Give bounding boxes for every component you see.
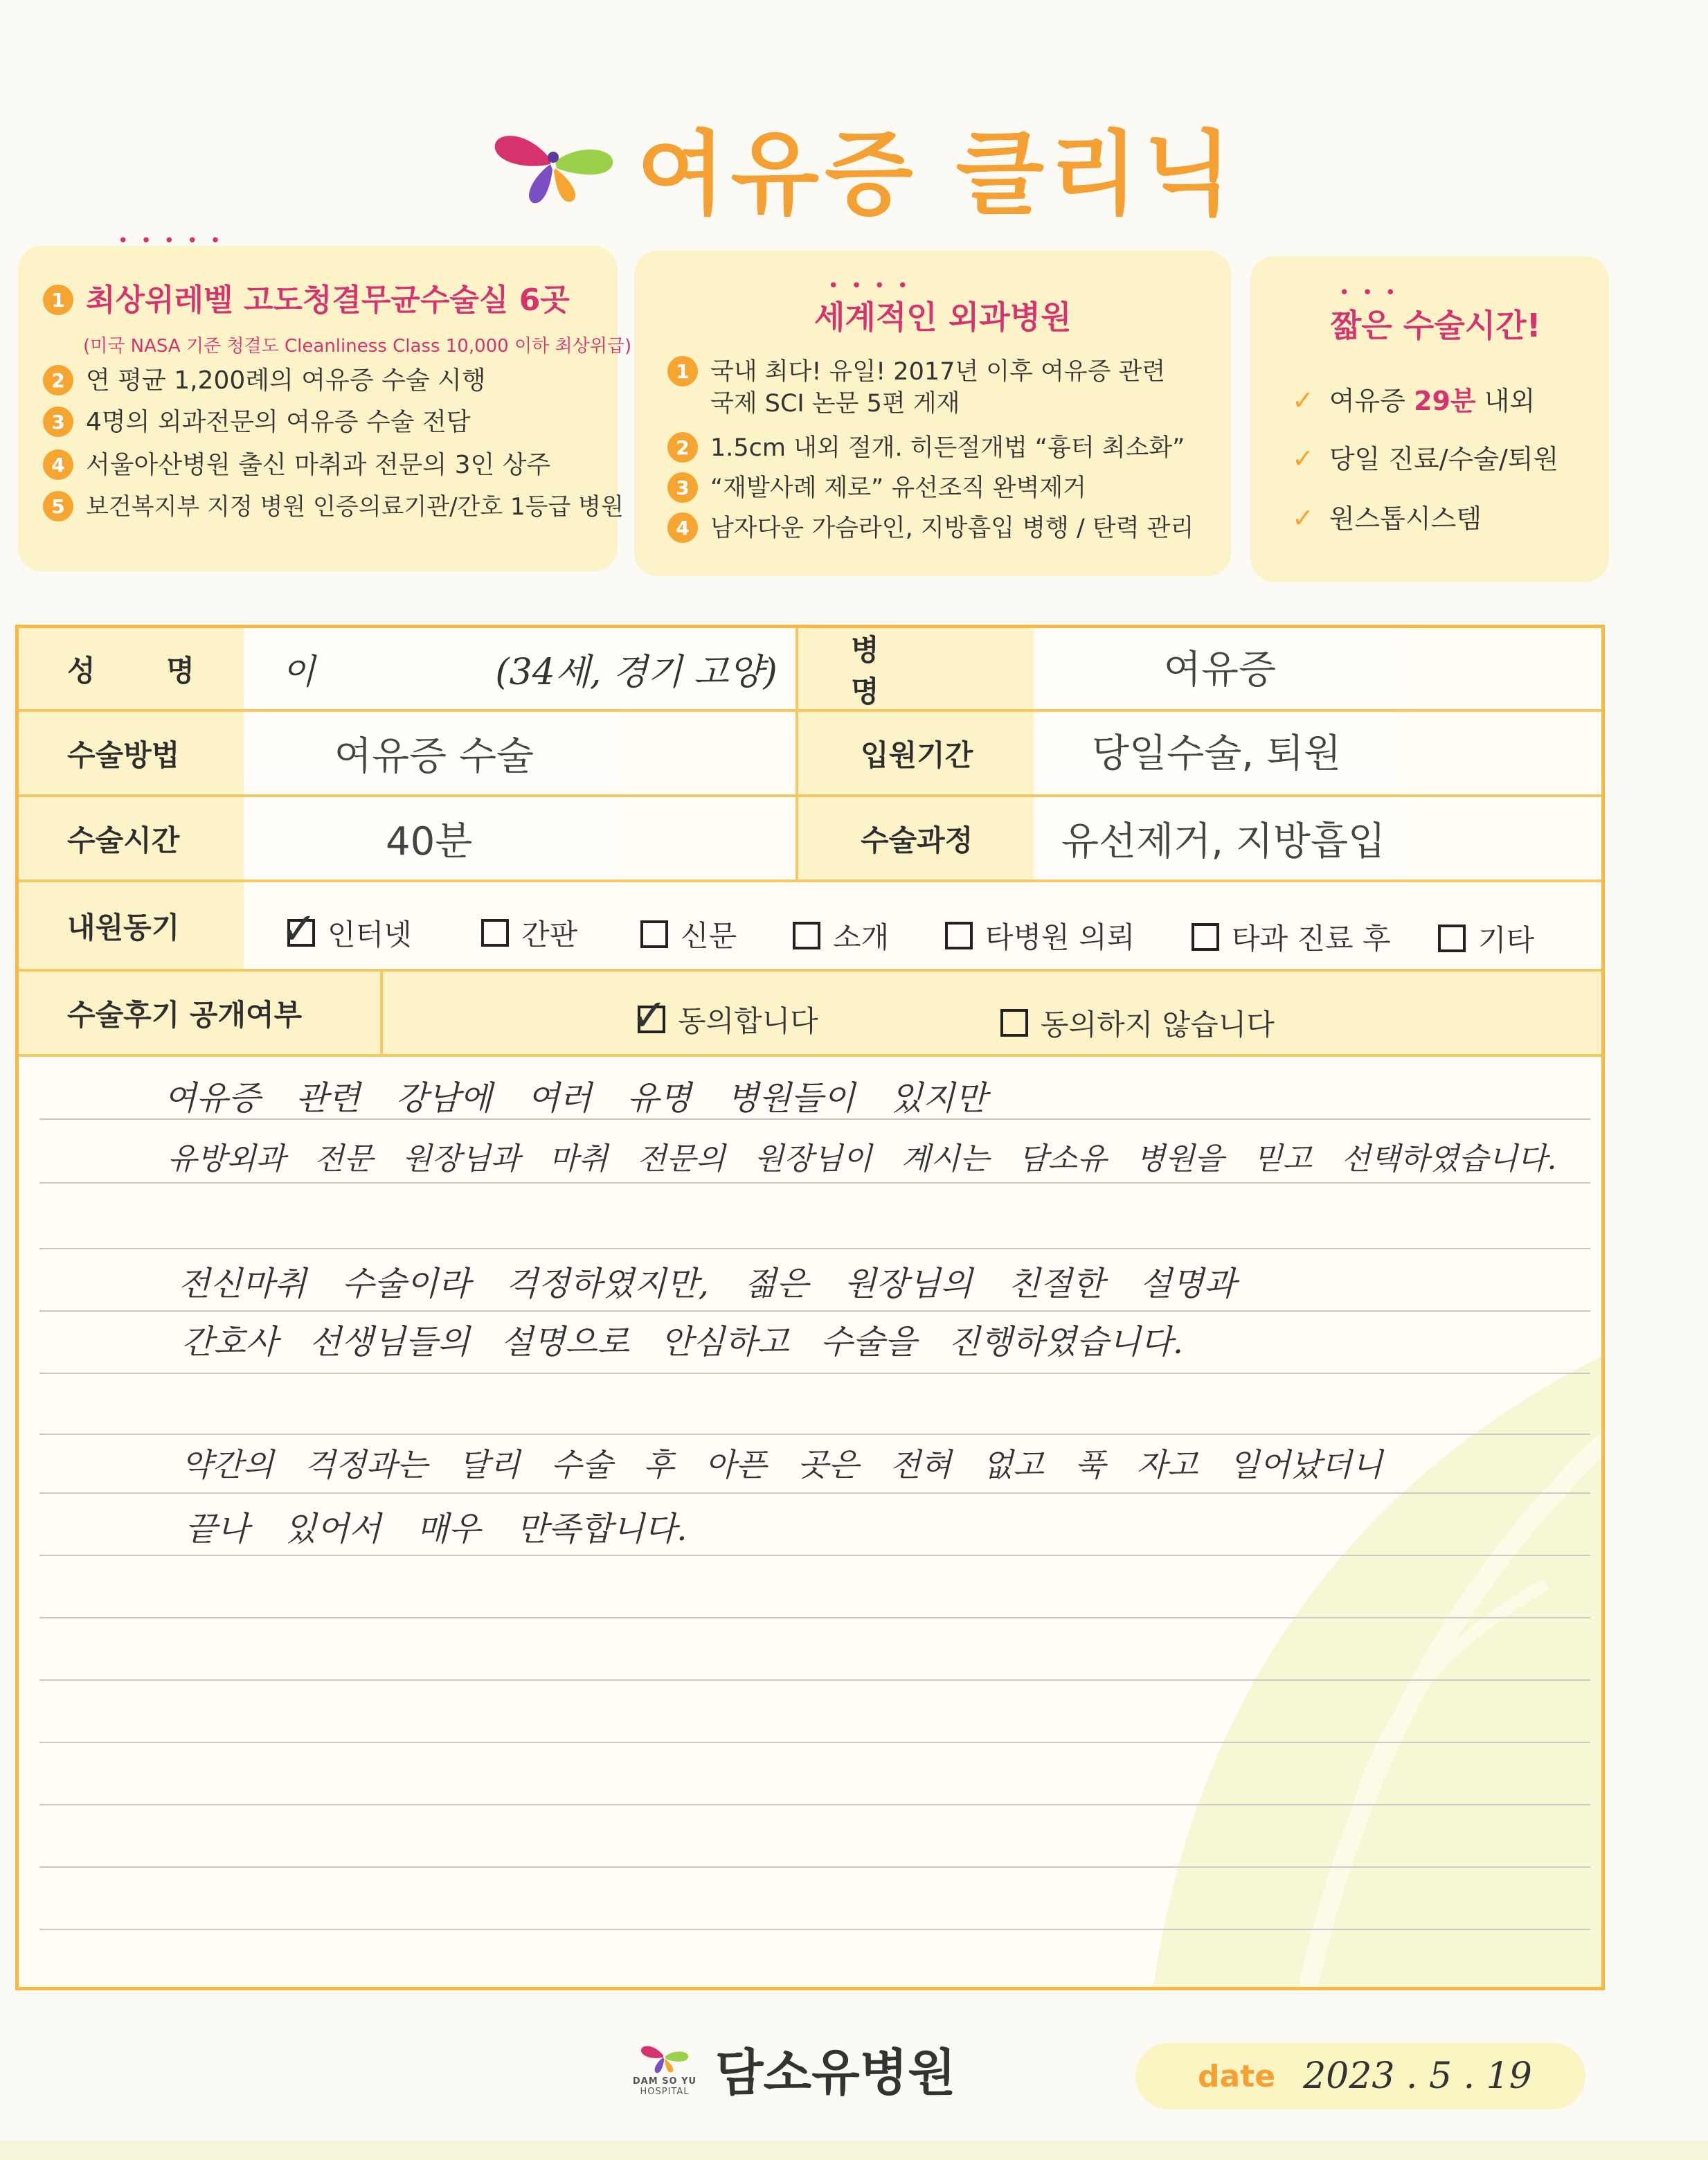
review-form — [15, 625, 1605, 1990]
checkbox-checked[interactable] — [280, 904, 318, 955]
box-title-world-class: 세계적인 외과병원 — [814, 298, 1072, 336]
checkbox[interactable] — [793, 922, 820, 949]
process-label: 수술과정 — [798, 797, 1034, 880]
emphasis-dots: ••••• — [118, 231, 233, 251]
butterfly-logo-icon — [637, 2040, 692, 2076]
method-field[interactable]: 여유증 수술 — [247, 712, 621, 794]
checkbox[interactable] — [1000, 1009, 1028, 1037]
checkbox[interactable] — [945, 922, 973, 949]
checkbox[interactable] — [481, 919, 509, 947]
hospital-name: 담소유병원 — [715, 2044, 956, 2102]
world-item-4: 4 남자다운 가슴라인, 지방흡입 병행 / 탄력 관리 — [667, 512, 1194, 544]
date-value: 2023 . 5 . 19 — [1303, 2055, 1532, 2097]
leaf-watermark-icon — [1061, 1321, 1605, 1990]
motive-option-internet[interactable]: ✓ 인터넷 — [280, 904, 412, 955]
method-label: 수술방법 — [19, 712, 244, 794]
feature-box-world-class — [634, 251, 1231, 576]
facility-item-4: 4 서울아산병원 출신 마취과 전문의 3인 상주 — [43, 449, 550, 481]
time-item-2: ✓ 당일 진료/수술/퇴원 — [1292, 443, 1559, 474]
emphasis-dots: •••• — [828, 276, 921, 296]
consent-no-option[interactable]: 동의하지 않습니다 — [1000, 1002, 1275, 1044]
butterfly-logo-icon — [485, 121, 623, 211]
facility-item-1: 1 최상위레벨 고도청결무균수술실 6곳 — [43, 285, 570, 316]
review-line: 여유증 관련 강남에 여러 유명 병원들이 있지만 — [164, 1079, 987, 1118]
handwritten-check-icon: ✓ — [280, 904, 318, 955]
facility-item-5: 5 보건복지부 지정 병원 인증의료기관/간호 1등급 병원 — [43, 491, 624, 523]
facility-item-3: 3 4명의 외과전문의 여유증 수술 전담 — [43, 407, 471, 438]
disease-label: 병 명 — [798, 628, 1034, 709]
motive-option-after-other-dept[interactable]: 타과 진료 후 — [1192, 916, 1391, 958]
hospital-mark: DAM SO YU HOSPITAL — [627, 2040, 703, 2097]
motive-label: 내원동기 — [19, 882, 244, 969]
time-label: 수술시간 — [19, 797, 244, 880]
review-line: 약간의 걱정과는 달리 수술 후 아픈 곳은 전혀 없고 푹 자고 일어났더니 — [181, 1446, 1383, 1483]
nasa-note: (미국 NASA 기준 청결도 Cleanliness Class 10,000 이하 최상위급) — [83, 336, 632, 357]
stay-label: 입원기간 — [798, 712, 1034, 794]
time-field[interactable]: 40분 — [247, 797, 621, 880]
hospital-logo — [627, 2033, 956, 2105]
consent-label: 수술후기 공개여부 — [67, 997, 303, 1032]
checkbox[interactable] — [1192, 923, 1219, 951]
check-icon: ✓ — [1292, 443, 1314, 474]
name-note: (34세, 경기 고양) — [495, 652, 777, 693]
disease-field[interactable]: 여유증 — [1036, 628, 1403, 706]
review-line: 유방외과 전문 원장님과 마취 전문의 원장님이 계시는 담소유 병원을 믿고 선택하였습니다. — [168, 1141, 1557, 1177]
motive-option-other-hospital[interactable]: 타병원 의뢰 — [945, 915, 1135, 956]
facility-item-2: 2 연 평균 1,200례의 여유증 수술 시행 — [43, 365, 486, 397]
feature-box-facilities — [18, 231, 632, 571]
review-line: 간호사 선생님들의 설명으로 안심하고 수술을 진행하였습니다. — [181, 1323, 1184, 1362]
check-icon: ✓ — [1292, 385, 1314, 416]
checkbox[interactable] — [1438, 925, 1466, 952]
clinic-header — [485, 111, 1238, 228]
checkbox-checked[interactable] — [631, 990, 668, 1042]
motive-option-referral[interactable]: 소개 — [793, 915, 889, 956]
motive-option-etc[interactable]: 기타 — [1438, 918, 1534, 959]
page-title: 여유증 클리닉 — [637, 121, 1238, 228]
check-icon: ✓ — [1292, 503, 1314, 533]
name-label: 성 명 — [19, 628, 244, 709]
time-item-1: ✓ 여유증 29분 내외 — [1292, 385, 1536, 416]
stay-field[interactable]: 당일수술, 퇴원 — [1036, 712, 1396, 789]
time-item-3: ✓ 원스톱시스템 — [1292, 503, 1482, 534]
emphasis-dots: ••• — [1339, 283, 1409, 303]
world-item-1: 1 국내 최다! 유일! 2017년 이후 여유증 관련 국제 SCI 논문 5편 게재 — [667, 356, 1165, 420]
review-line: 끝나 있어서 매우 만족합니다. — [185, 1510, 687, 1548]
box-title-short-time: 짧은 수술시간! — [1331, 307, 1541, 344]
world-item-2: 2 1.5cm 내외 절개. 히든절개법 “흉터 최소화” — [667, 432, 1185, 464]
world-item-3: 3 “재발사례 제로” 유선조직 완벽제거 — [667, 472, 1086, 504]
name-field[interactable] — [247, 628, 794, 709]
motive-option-signboard[interactable]: 간판 — [481, 912, 577, 954]
name-value: 이 — [282, 651, 316, 692]
checkbox[interactable] — [640, 920, 668, 948]
motive-option-newspaper[interactable]: 신문 — [640, 913, 737, 955]
date-label: date — [1198, 2058, 1276, 2094]
review-line: 전신마취 수술이라 걱정하였지만, 젊은 원장님의 친절한 설명과 — [178, 1265, 1237, 1303]
consent-yes-option[interactable]: ✓ 동의합니다 — [631, 990, 818, 1042]
feature-box-short-time — [1250, 256, 1609, 582]
date-field[interactable] — [1135, 2043, 1585, 2109]
handwritten-check-icon: ✓ — [631, 990, 668, 1042]
process-field[interactable]: 유선제거, 지방흡입 — [1036, 797, 1410, 880]
